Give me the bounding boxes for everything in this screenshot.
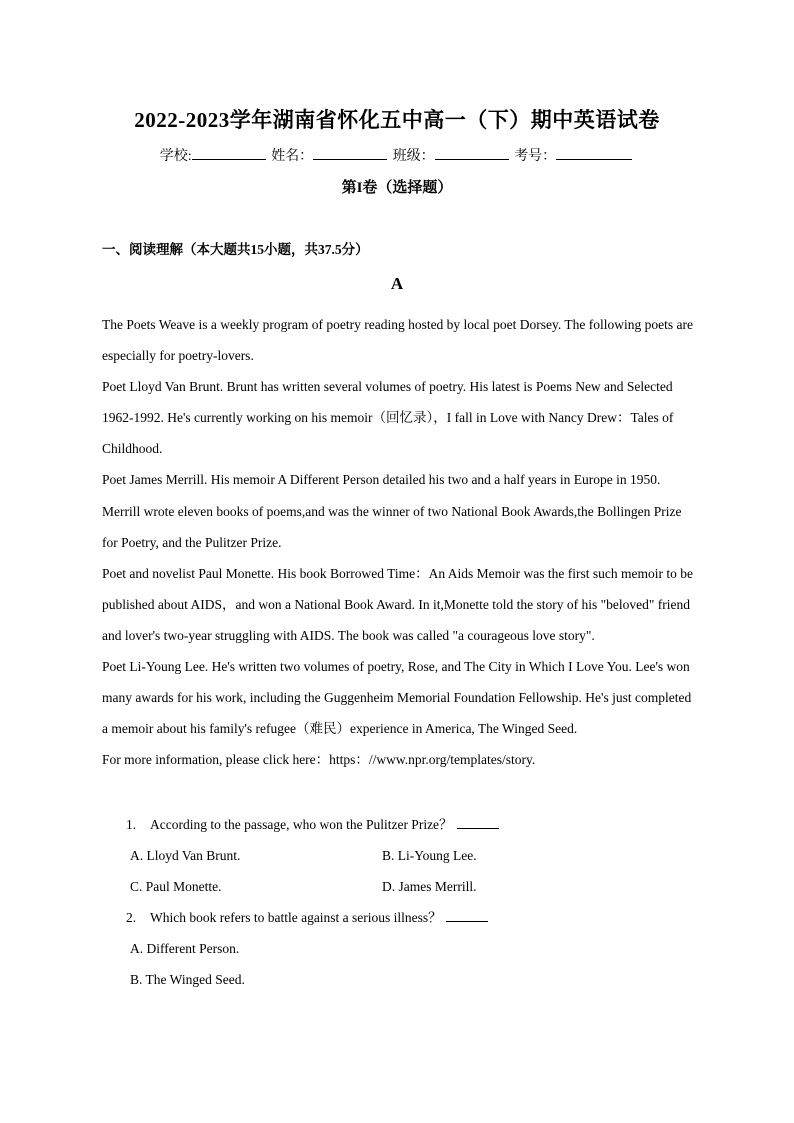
option-b[interactable]: B. Li-Young Lee. xyxy=(382,848,477,864)
answer-blank[interactable] xyxy=(446,908,488,922)
option-a[interactable]: A. Different Person. xyxy=(130,941,240,957)
passage-paragraph: For more information, please click here：https：//www.npr.org/templates/story. xyxy=(102,752,536,768)
student-info-line xyxy=(0,145,794,165)
passage-paragraph: Poet and novelist Paul Monette. His book Borrowed Time：An Aids Memoir was the first such memoir to be published about AIDS，and won a National Book Award. In it,Monette told the story of his "beloved" friend and lover's two-year struggling with AIDS. The book was called "a courageous love story". xyxy=(102,565,693,643)
option-d[interactable]: D. James Merrill. xyxy=(382,879,477,895)
name-label: 姓名： xyxy=(271,149,314,164)
question-number: 2. xyxy=(126,910,137,926)
class-label: 班级： xyxy=(392,149,435,164)
question-1-options-row-1 xyxy=(102,840,694,871)
question-text: Which book refers to battle against a serious illness？ xyxy=(150,910,442,926)
class-blank[interactable] xyxy=(435,146,509,160)
passage-paragraph: The Poets Weave is a weekly program of poetry reading hosted by local poet Dorsey. The following poets are especially for poetry-lovers. xyxy=(102,317,693,364)
question-list xyxy=(102,809,694,996)
question-text: According to the passage, who won the Pulitzer Prize？ xyxy=(150,817,453,832)
question-1 xyxy=(102,809,694,840)
passage-paragraph: Poet Lloyd Van Brunt. Brunt has written several volumes of poetry. His latest is Poems New and Selected 1962-1992. He's currently working on his memoir（回忆录），I fall in Love with Nancy Drew：Tales of Childhood. xyxy=(102,379,674,457)
school-blank[interactable] xyxy=(192,146,266,160)
question-2 xyxy=(102,902,694,933)
question-2-option-b-row xyxy=(102,964,694,995)
question-number: 1. xyxy=(126,817,137,832)
option-b[interactable]: B. The Winged Seed. xyxy=(130,972,245,988)
question-1-options-row-2 xyxy=(102,871,694,902)
exam-no-blank[interactable] xyxy=(556,146,632,160)
passage-paragraph: Poet Li-Young Lee. He's written two volumes of poetry, Rose, and The City in Which I Love You. Lee's won many awards for his work, including the Guggenheim Memorial Foundation Fellowship. He's just completed a memoir about his family's refugee（难民）experience in America, The Winged Seed. xyxy=(102,659,692,737)
passage-paragraph: Poet James Merrill. His memoir A Different Person detailed his two and a half years in Europe in 1950. Merrill wrote eleven books of poems,and was the winner of two National Book Awards,the Bollingen Prize for Poetry, and the Pulitzer Prize. xyxy=(102,472,682,550)
exam-no-label: 考号： xyxy=(514,149,557,164)
name-blank[interactable] xyxy=(313,146,387,160)
exam-title: 2022-2023学年湖南省怀化五中高一（下）期中英语试卷 xyxy=(134,108,660,132)
section-heading: 一、阅读理解（本大题共15小题，共37.5分） xyxy=(102,242,369,257)
option-c[interactable]: C. Paul Monette. xyxy=(130,879,222,895)
answer-blank[interactable] xyxy=(457,815,499,829)
passage-label: A xyxy=(390,274,404,293)
volume-heading: 第I卷（选择题） xyxy=(341,180,453,196)
reading-passage xyxy=(102,309,694,775)
school-label: 学校: xyxy=(159,149,192,164)
option-a[interactable]: A. Lloyd Van Brunt. xyxy=(130,848,241,864)
question-2-option-a-row xyxy=(102,933,694,964)
